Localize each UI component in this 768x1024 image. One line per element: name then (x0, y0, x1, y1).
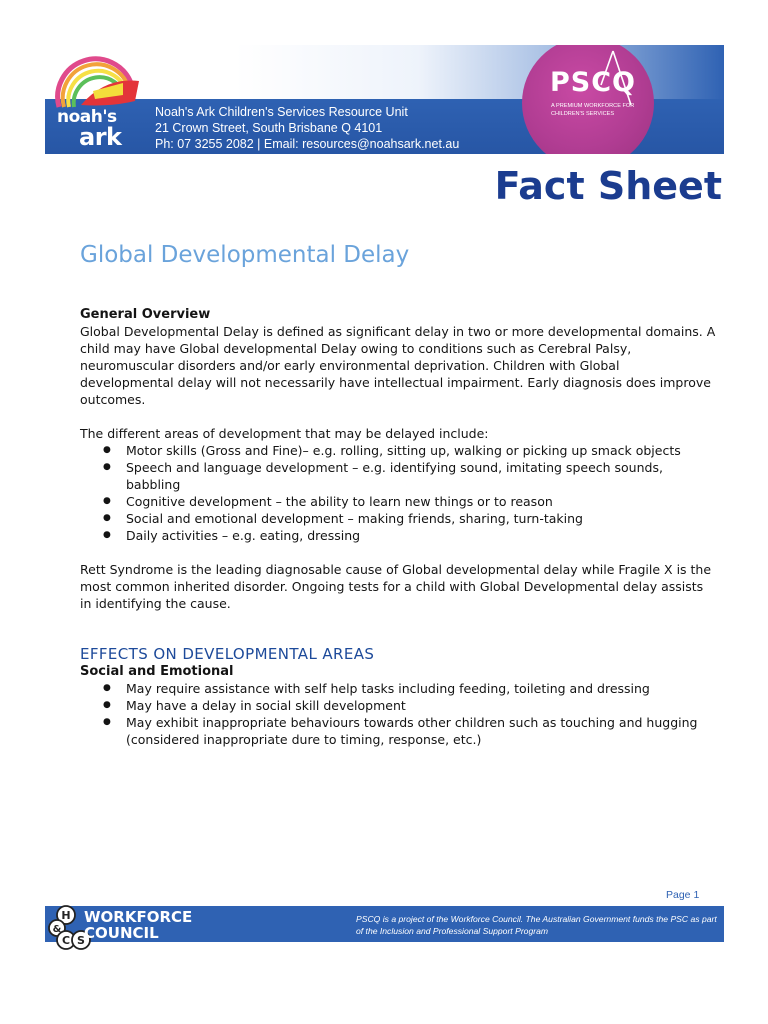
list-item: ● May exhibit inappropriate behaviours towards other children such as touching and hugging (considered inappropriate dure to timing, response, etc.) (126, 714, 716, 748)
page-title: Global Developmental Delay (80, 242, 410, 268)
list-item: ● Motor skills (Gross and Fine)– e.g. rolling, sitting up, walking or picking up smack objects (126, 442, 716, 459)
logo-letter-amp: & (52, 924, 62, 935)
body-content (80, 306, 716, 748)
social-emotional-list (80, 680, 716, 748)
footer-note: PSCQ is a project of the Workforce Council. The Australian Government funds the PSC as part of the Inclusion and Professional Support Program (356, 914, 717, 936)
workforce-council-logo (84, 909, 192, 941)
fact-sheet-label: Fact Sheet (494, 164, 722, 208)
list-item: ● May have a delay in social skill development (126, 697, 716, 714)
effects-heading: EFFECTS ON DEVELOPMENTAL AREAS (80, 645, 375, 663)
causes-paragraph: Rett Syndrome is the leading diagnosable cause of Global developmental delay while Fragile X is the most common inherited disorder. Ongoing tests for a child with Global Developmental delay assists in identifying the cause. (80, 562, 712, 611)
org-address: 21 Crown Street, South Brisbane Q 4101 (155, 121, 383, 135)
logo-letter-h: H (61, 909, 71, 922)
social-emotional-heading: Social and Emotional (80, 664, 234, 679)
workforce-word: WORKFORCE (84, 908, 193, 926)
areas-intro: The different areas of development that may be delayed include: (80, 426, 489, 441)
org-contact: Ph: 07 3255 2082 | Email: resources@noahsark.net.au (155, 137, 460, 151)
page-number: Page 1 (666, 889, 700, 901)
list-item: ● Speech and language development – e.g. identifying sound, imitating speech sounds, babbling (126, 459, 716, 493)
overview-heading: General Overview (80, 307, 211, 322)
org-name: Noah's Ark Children's Services Resource Unit (155, 105, 408, 119)
list-item: ● Cognitive development – the ability to learn new things or to reason (126, 493, 716, 510)
logo-letter-s: S (77, 934, 85, 947)
pscq-badge (522, 45, 654, 154)
logo-text-ark: ark (79, 123, 122, 151)
logo-letter-c: C (61, 934, 71, 947)
council-word: COUNCIL (84, 924, 159, 942)
list-item: ● Social and emotional development – making friends, sharing, turn-taking (126, 510, 716, 527)
list-item: ● Daily activities – e.g. eating, dressing (126, 527, 716, 544)
list-item: ● May require assistance with self help tasks including feeding, toileting and dressing (126, 680, 716, 697)
overview-paragraph: Global Developmental Delay is defined as significant delay in two or more developmental domains. A child may have Global developmental Delay owing to conditions such as Cerebral Palsy, neuromuscular disorders and/or early environmental deprivation. Children with Global developmental delay will not necessarily have intellectual impairment. Early diagnosis does improve outcomes. (80, 324, 716, 407)
development-areas-list (80, 442, 716, 544)
pscq-tagline: A PREMIUM WORKFORCE FOR CHILDREN'S SERVICES (551, 103, 635, 117)
pscq-logo-text: PSCQ (550, 67, 637, 98)
logo-text-noahs: noah's (57, 107, 117, 127)
header-banner (45, 45, 724, 154)
